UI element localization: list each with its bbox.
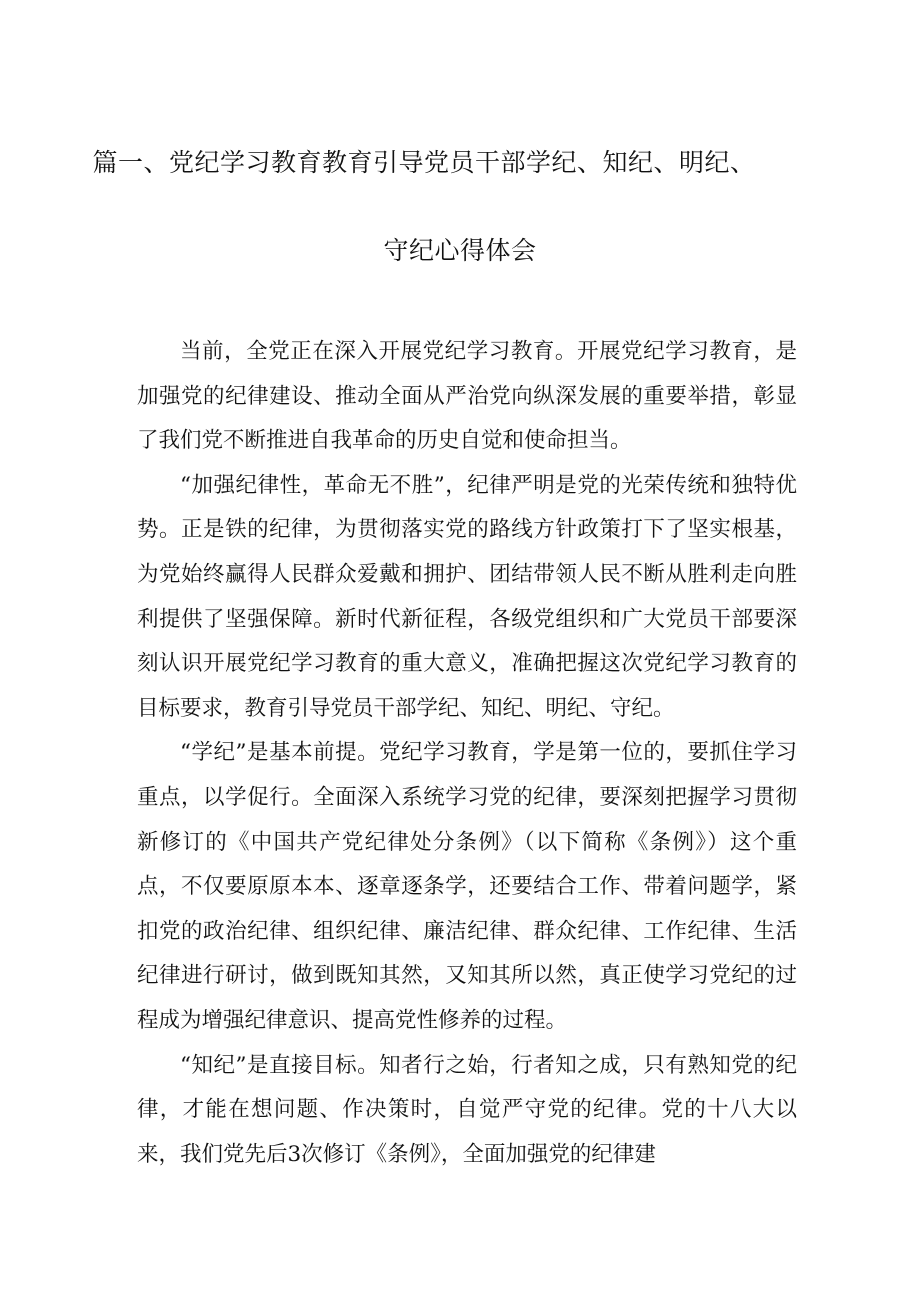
paragraph-intro: 当前，全党正在深入开展党纪学习教育。开展党纪学习教育，是加强党的纪律建设、推动全面从严治党向纵深发展的重要举措，彰显了我们党不断推进自我革命的历史自觉和使命担当。 [137, 339, 797, 454]
paragraph-know-discipline: “知纪”是直接目标。知者行之始，行者知之成，只有熟知党的纪律，才能在想问题、作决策时，自觉严守党的纪律。党的十八大以来，我们党先后3次修订《条例》，全面加强党的纪律建 [137, 1052, 797, 1167]
document-title-line-2: 守纪心得体会 [383, 236, 537, 265]
paragraph-learn-discipline: “学纪”是基本前提。党纪学习教育，学是第一位的，要抓住学习重点，以学促行。全面深入系统学习党的纪律，要深刻把握学习贯彻新修订的《中国共产党纪律处分条例》（以下简称《条例》）这个重点，不仅要原原本本、逐章逐条学，还要结合工作、带着问题学，紧扣党的政治纪律、组织纪律、廉洁纪律、群众纪律、工作纪律、生活纪律进行研讨，做到既知其然，又知其所以然，真正使学习党纪的过程成为增强纪律意识、提高党性修养的过程。 [137, 740, 797, 1033]
paragraph-discipline-tradition: “加强纪律性，革命无不胜”，纪律严明是党的光荣传统和独特优势。正是铁的纪律，为贯彻落实党的路线方针政策打下了坚实根基，为党始终赢得人民群众爱戴和拥护、团结带领人民不断从胜利走向胜利提供了坚强保障。新时代新征程，各级党组织和广大党员干部要深刻认识开展党纪学习教育的重大意义，准确把握这次党纪学习教育的目标要求，教育引导党员干部学纪、知纪、明纪、守纪。 [137, 472, 797, 721]
document-title-line-1: 篇一、党纪学习教育教育引导党员干部学纪、知纪、明纪、 [92, 148, 756, 177]
document-body [137, 330, 797, 1177]
